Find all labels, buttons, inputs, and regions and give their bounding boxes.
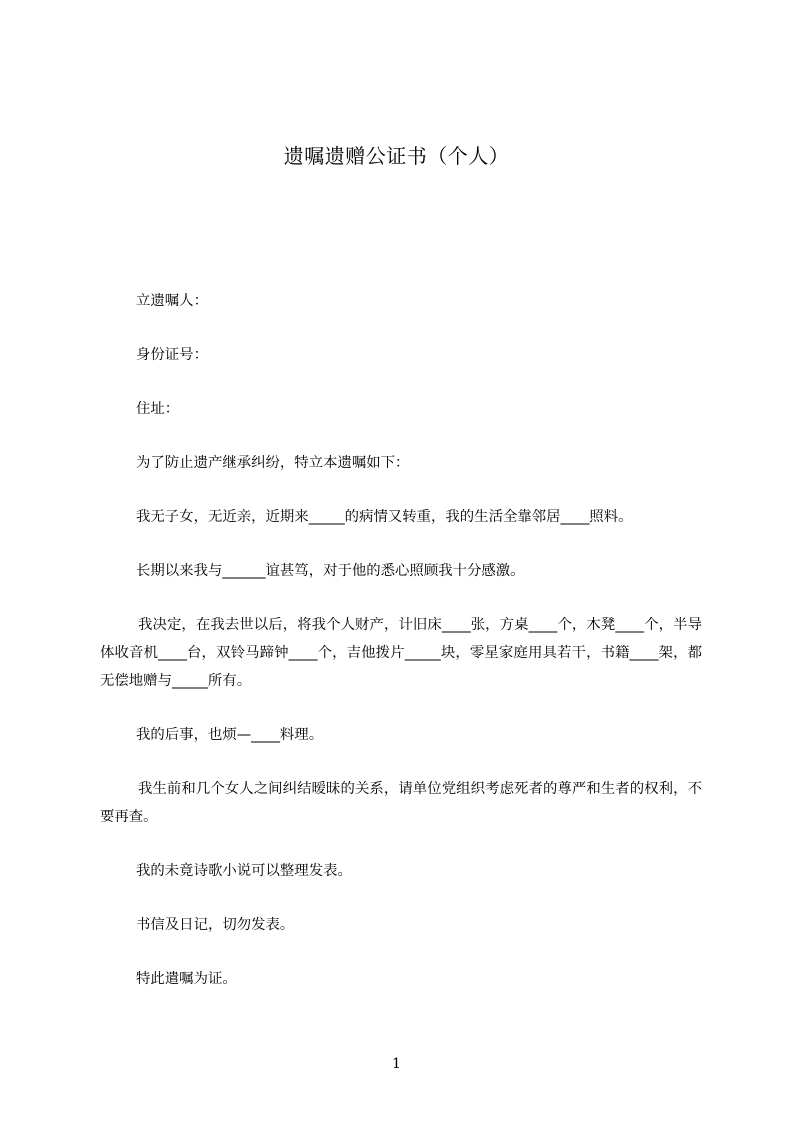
paragraph-works: 我的未竟诗歌小说可以整理发表。: [136, 863, 352, 879]
paragraph-testator: 立遗嘱人：: [136, 293, 208, 309]
paragraph-bequest: 我决定，在我去世以后，将我个人财产，计旧床____张，方桌____个，木凳____个，半导体收音机____台，双铃马蹄钟____个，吉他拨片_____块，零星家庭用具若干，书籍____架，都无偿地赠与_____所有。: [100, 617, 702, 689]
paragraph-id-number: 身份证号：: [136, 347, 208, 363]
document-body: [100, 287, 702, 1019]
page-number: 1: [392, 1056, 401, 1072]
paragraph-gratitude: 长期以来我与______谊甚笃，对于他的悉心照顾我十分感激。: [136, 563, 525, 579]
paragraph-closing: 特此遣嘱为证。: [136, 971, 237, 987]
paragraph-relations: 我生前和几个女人之间纠结暧昧的关系，请单位党组织考虑死者的尊严和生者的权利，不要再查。: [100, 781, 702, 825]
document-title: 遗嘱遗赠公证书（个人）: [283, 144, 510, 168]
paragraph-address: 住址：: [136, 401, 180, 417]
paragraph-situation: 我无子女，无近亲，近期来_____的病情又转重，我的生活全靠邻居____照料。: [136, 509, 633, 525]
paragraph-letters: 书信及日记，切勿发表。: [136, 917, 295, 933]
paragraph-purpose: 为了防止遗产继承纠纷，特立本遗嘱如下：: [136, 455, 410, 471]
paragraph-funeral: 我的后事，也烦—____料理。: [136, 727, 324, 743]
